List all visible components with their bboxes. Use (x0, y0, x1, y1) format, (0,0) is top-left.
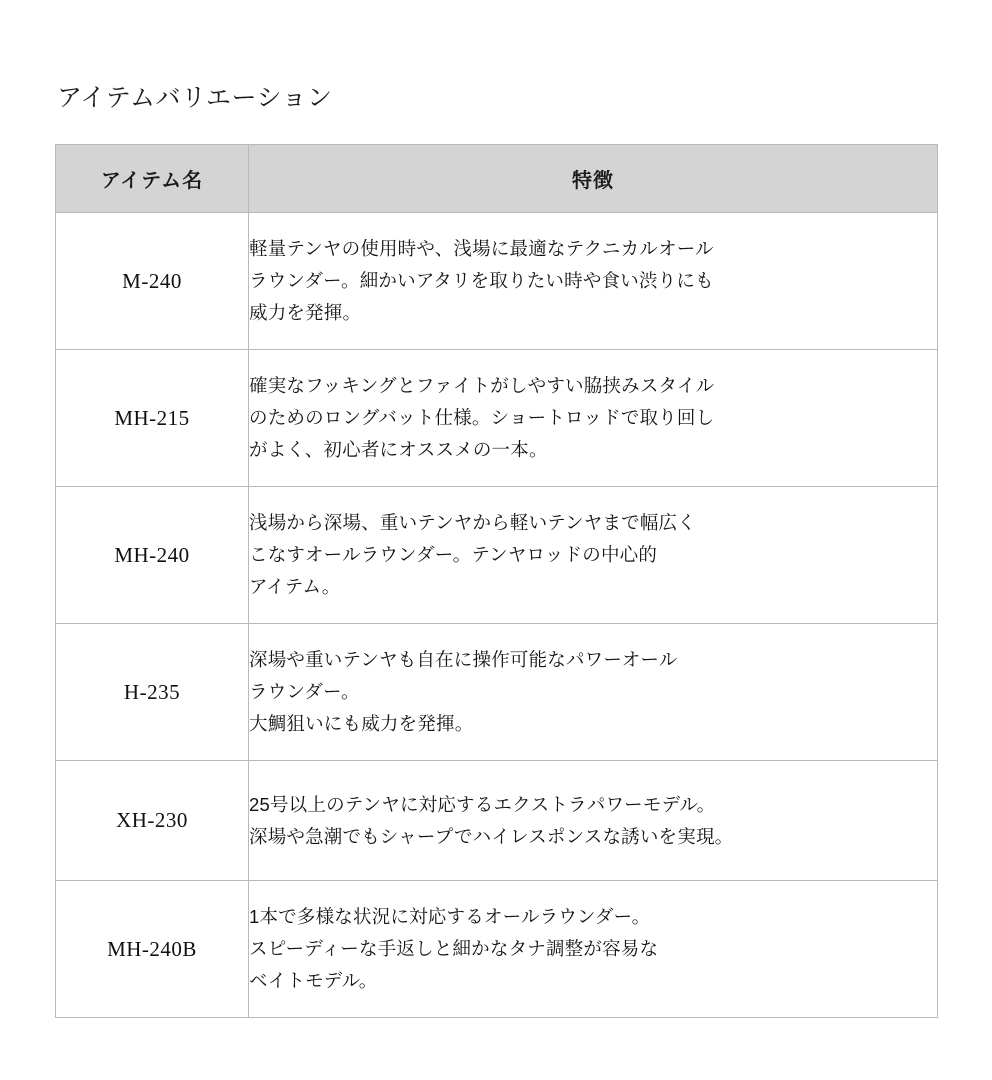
feature-cell (249, 881, 938, 1018)
feature-line: 深場や急潮でもシャープでハイレスポンスな誘いを実現。 (249, 825, 734, 847)
item-name-cell: XH-230 (56, 761, 249, 881)
item-variation-table (55, 144, 938, 1018)
feature-line: ラウンダー。細かいアタリを取りたい時や食い渋りにも (249, 270, 714, 292)
feature-line: 確実なフッキングとファイトがしやすい脇挟みスタイル (249, 375, 715, 397)
feature-cell (249, 213, 938, 350)
feature-line: がよく、初心者にオススメの一本。 (249, 438, 548, 460)
feature-line: 浅場から深場、重いテンヤから軽いテンヤまで幅広く (249, 512, 696, 534)
table-row (56, 881, 938, 1018)
table-header-row (56, 145, 938, 213)
feature-cell (249, 624, 938, 761)
item-variation-table-wrapper (55, 144, 937, 1018)
table-row (56, 350, 938, 487)
item-name-cell: MH-240B (56, 881, 249, 1018)
item-name-cell: MH-240 (56, 487, 249, 624)
page-title: アイテムバリエーション (57, 84, 333, 112)
feature-line: ベイトモデル。 (249, 969, 378, 991)
column-header-feature: 特徴 (249, 145, 938, 213)
item-name-cell: M-240 (56, 213, 249, 350)
feature-line: 25号以上のテンヤに対応するエクストラパワーモデル。 (249, 793, 716, 815)
feature-line: のためのロングバット仕様。ショートロッドで取り回し (249, 407, 715, 429)
table-row (56, 487, 938, 624)
feature-line: 威力を発揮。 (249, 301, 362, 323)
feature-cell (249, 487, 938, 624)
item-name-cell: MH-215 (56, 350, 249, 487)
feature-cell (249, 761, 938, 881)
feature-line: スピーディーな手返しと細かなタナ調整が容易な (249, 938, 659, 960)
feature-line: 深場や重いテンヤも自在に操作可能なパワーオール (249, 649, 678, 671)
feature-cell (249, 350, 938, 487)
feature-line: こなすオールラウンダー。テンヤロッドの中心的 (249, 544, 658, 566)
feature-line: 1本で多様な状況に対応するオールラウンダー。 (249, 906, 651, 928)
feature-line: ラウンダー。 (249, 681, 360, 703)
table-row (56, 213, 938, 350)
item-name-cell: H-235 (56, 624, 249, 761)
feature-line: 大鯛狙いにも威力を発揮。 (249, 712, 474, 734)
table-row (56, 761, 938, 881)
table-row (56, 624, 938, 761)
column-header-item-name: アイテム名 (56, 145, 249, 213)
feature-line: アイテム。 (249, 575, 341, 597)
feature-line: 軽量テンヤの使用時や、浅場に最適なテクニカルオール (249, 238, 714, 260)
